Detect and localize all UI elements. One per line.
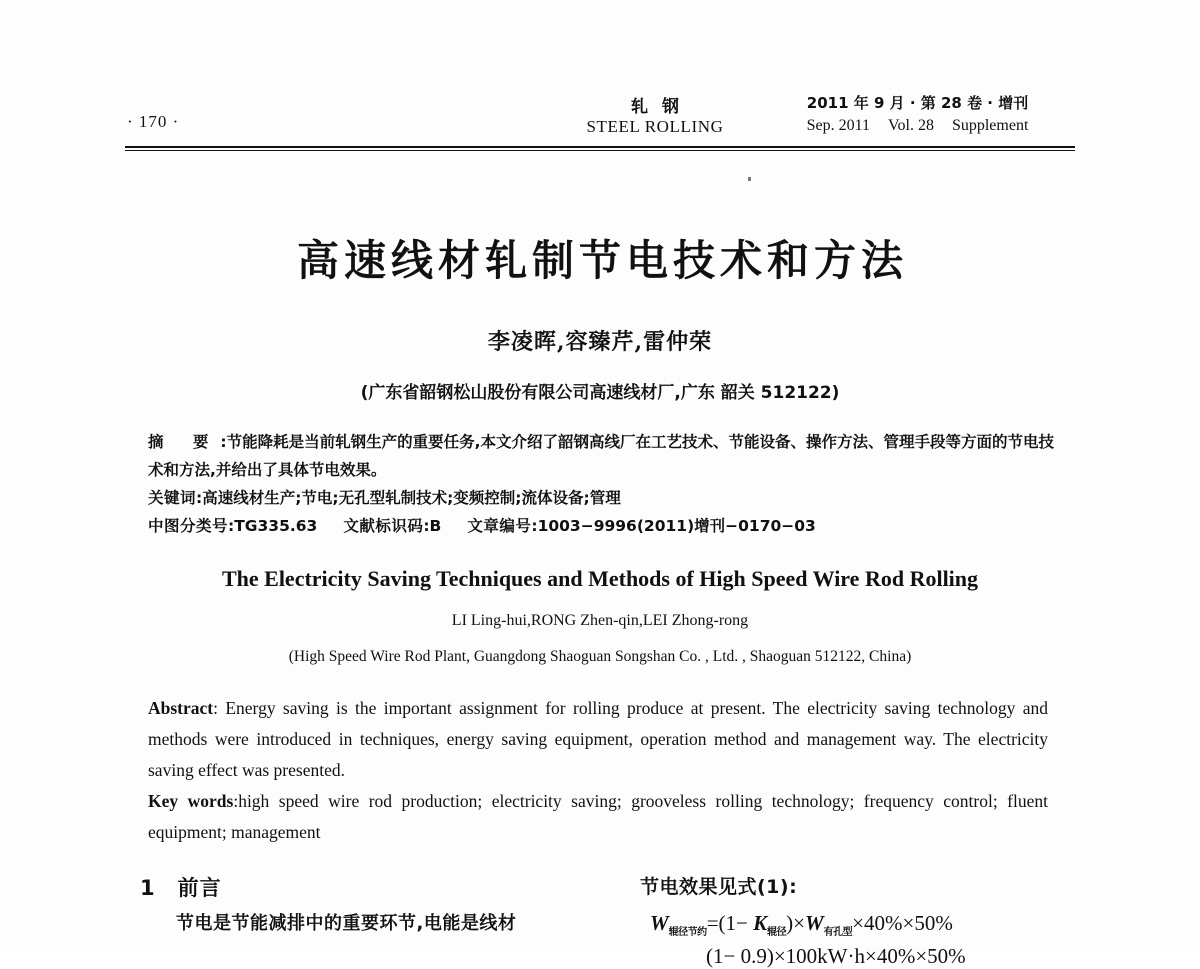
section-number: 1 [140,876,156,900]
authors-cn: 李凌晖,容臻芹,雷仲荣 [487,329,713,355]
abstract-block-en [148,693,1048,848]
equation-1-line2: (1− 0.9)×100kW·h×40%×50% [706,944,966,969]
page-title-en: The Electricity Saving Techniques and Methods of High Speed Wire Rod Rolling [221,566,979,591]
formula-lhs-variable: W [650,911,669,935]
affiliation-en: (High Speed Wire Rod Plant, Guangdong Shaoguan Songshan Co. , Ltd. , Shaoguan 512122, China) [288,648,912,665]
abstract-block-cn [148,428,1060,540]
formula-tail: ×40%×50% [852,911,953,935]
abstract-label-cn: 摘 要 [148,433,221,451]
abstract-en [148,693,1048,786]
abstract-text-en: : Energy saving is the important assignment for rolling produce at present. The electricity saving technology and methods were introduced in techniques, energy saving equipment, operation method and management way. The electricity saving effect was presented. [148,698,1048,780]
keywords-cn [148,484,1060,512]
keywords-label-en: Key words [148,791,234,811]
body-column-left [140,872,595,939]
body-column-right [640,872,1080,969]
issue-info-en [765,117,1070,135]
keywords-text-en: :high speed wire rod production; electricity saving; grooveless rolling technology; frequency control; fluent equipment; management [148,791,1048,842]
formula-k-subscript: 辊径 [767,927,787,939]
header-rule-thin [125,150,1075,151]
abstract-text-cn: :节能降耗是当前轧钢生产的重要任务,本文介绍了韶钢高线厂在工艺技术、节能设备、操作方法、管理手段等方面的节电技术和方法,并给出了具体节电效果。 [148,433,1054,479]
issue-info-cn: 2011 年 9 月 · 第 28 卷 · 增刊 [806,94,1029,112]
issue-month-en: Sep. 2011 [806,117,871,134]
page-folio: · 170 · [127,112,180,131]
formula-equals: =(1− [706,911,748,935]
journal-name-cn: 轧钢 [631,97,693,117]
formula-middle: )× [786,911,805,935]
article-number-value: :1003−9996(2011)增刊−0170−03 [531,517,816,535]
section-title: 前言 [177,876,222,900]
formula-k-variable: K [753,911,768,935]
equation-1 [650,911,1080,938]
clc-label: 中图分类号 [148,517,229,535]
keywords-label-cn: 关键词 [148,489,197,507]
page-title: 高速线材轧制节电技术和方法 [296,236,908,285]
formula-lhs-subscript: 辊径节约 [668,927,707,939]
scan-speck-artifact [748,177,751,181]
section-paragraph: 节电是节能减排中的重要环节,电能是线材 [176,913,517,934]
authors-en: LI Ling-hui,RONG Zhen-qin,LEI Zhong-rong [451,612,749,629]
formula-w2-variable: W [804,911,824,935]
keywords-en [148,786,1048,848]
abstract-label-en: Abstract [148,698,214,718]
clc-value: :TG335.63 [228,517,318,535]
classification-line-cn [148,512,1060,540]
formula-w2-subscript: 有孔型 [823,927,853,939]
abstract-cn [148,428,1060,484]
journal-name-en: STEEL ROLLING [586,117,724,136]
running-head [125,92,1075,142]
issue-volume-en: Vol. 28 [888,117,934,134]
section-heading-1 [140,872,595,902]
doccode-label: 文献标识码 [343,517,424,535]
header-rule-thick [125,146,1075,148]
equation-intro: 节电效果见式(1): [640,876,798,898]
keywords-text-cn: :高速线材生产;节电;无孔型轧制技术;变频控制;流体设备;管理 [196,489,621,507]
article-number-label: 文章编号 [467,517,532,535]
doccode-value: :B [423,517,442,535]
issue-supplement-en: Supplement [951,117,1029,134]
affiliation-cn: (广东省韶钢松山股份有限公司高速线材厂,广东 韶关 512122) [360,383,840,403]
